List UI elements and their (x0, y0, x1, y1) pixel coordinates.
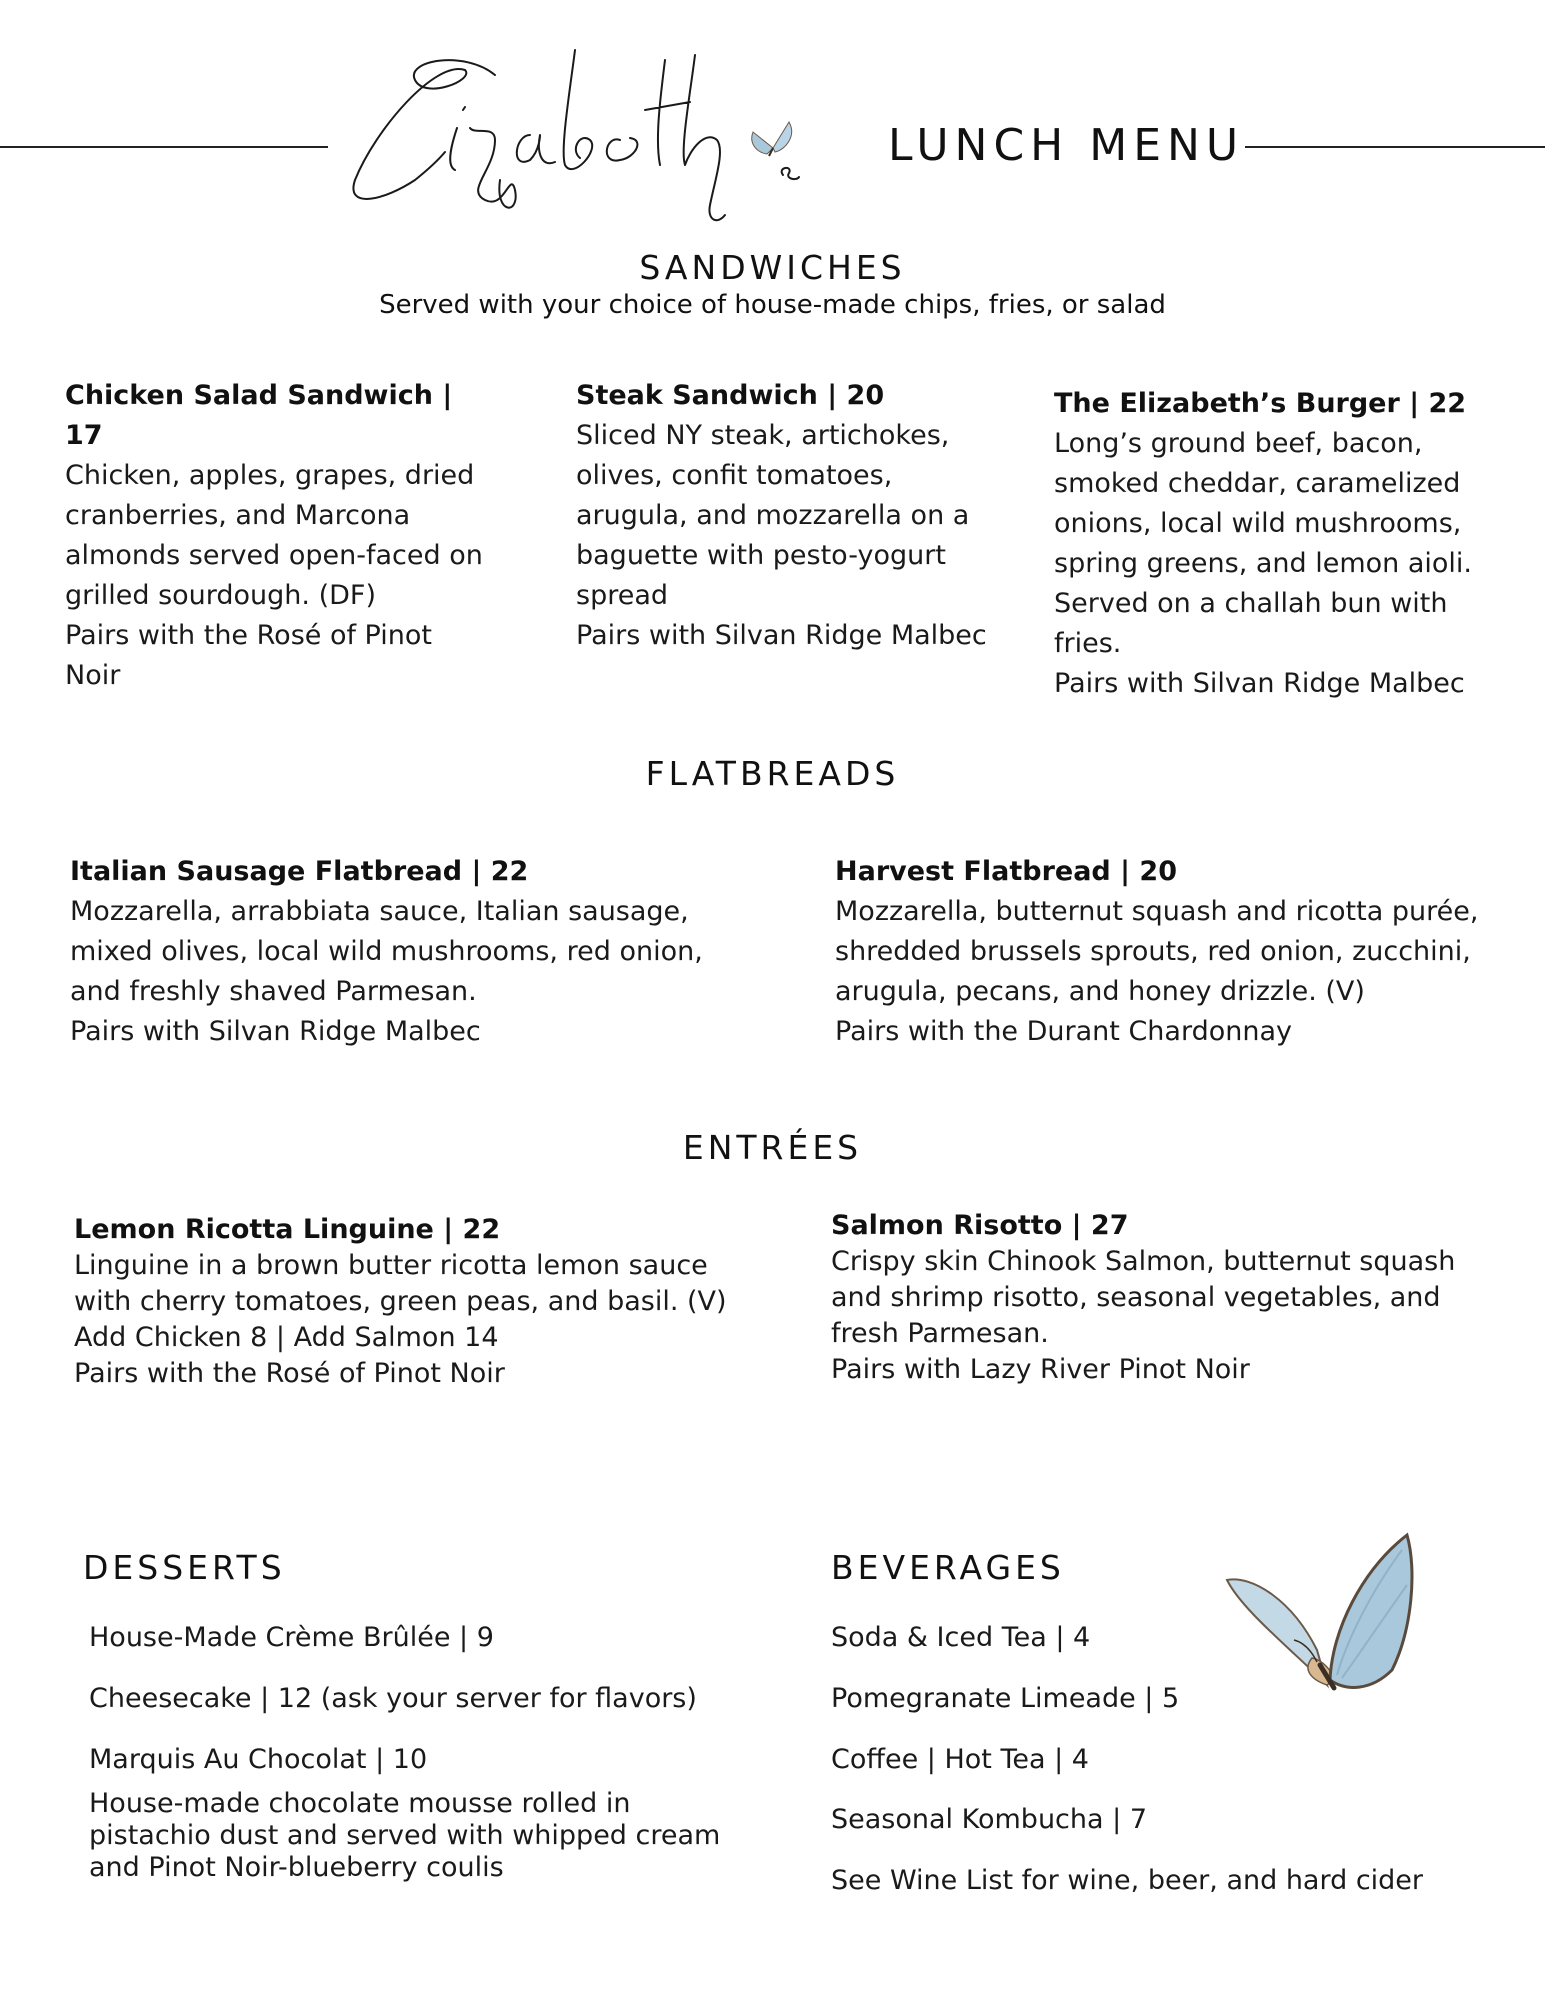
item-pairing: Pairs with Silvan Ridge Malbec (1054, 668, 1465, 699)
item-name: Chicken Salad Sandwich | 17 (65, 380, 453, 451)
item-description: Crispy skin Chinook Salmon, butternut squash and shrimp risotto, seasonal vegetables, and fresh Parmesan. (831, 1246, 1456, 1349)
menu-item-salmon-risotto (831, 1208, 1481, 1388)
item-name: Harvest Flatbread | 20 (835, 856, 1177, 887)
beverage-coffee-hot-tea: Coffee | Hot Tea | 4 (831, 1744, 1089, 1775)
item-pairing: Pairs with Lazy River Pinot Noir (831, 1354, 1250, 1385)
beverage-seasonal-kombucha: Seasonal Kombucha | 7 (831, 1804, 1147, 1835)
page-title: LUNCH MENU (888, 120, 1245, 171)
item-description: Sliced NY steak, artichokes, olives, confit tomatoes, arugula, and mozzarella on a baguette with pesto-yogurt spread (576, 420, 970, 611)
dessert-marquis-au-chocolat: Marquis Au Chocolat | 10 (89, 1744, 428, 1775)
elizabeths-logo (345, 40, 825, 230)
item-name: Lemon Ricotta Linguine | 22 (74, 1214, 501, 1245)
dessert-cheesecake: Cheesecake | 12 (ask your server for flavors) (89, 1683, 697, 1714)
entrees-heading: ENTRÉES (682, 1128, 863, 1167)
beverage-wine-list-note: See Wine List for wine, beer, and hard cider (831, 1865, 1424, 1896)
butterfly-icon (1222, 1530, 1417, 1700)
item-description: Chicken, apples, grapes, dried cranberries, and Marcona almonds served open-faced on grilled sourdough. (DF) (65, 460, 483, 611)
beverage-pomegranate-limeade: Pomegranate Limeade | 5 (831, 1683, 1180, 1714)
sandwiches-subtitle: Served with your choice of house-made chips, fries, or salad (379, 290, 1166, 320)
item-pairing: Pairs with Silvan Ridge Malbec (576, 620, 987, 651)
item-pairing: Pairs with the Rosé of Pinot Noir (65, 620, 432, 691)
sandwiches-heading: SANDWICHES (639, 248, 906, 287)
item-description: Linguine in a brown butter ricotta lemon sauce with cherry tomatoes, green peas, and basil. (V) (74, 1250, 727, 1317)
menu-item-chicken-salad-sandwich (65, 376, 495, 696)
item-pairing: Pairs with the Durant Chardonnay (835, 1016, 1292, 1047)
item-description: Mozzarella, arrabbiata sauce, Italian sausage, mixed olives, local wild mushrooms, red onion, and freshly shaved Parmesan. (70, 896, 703, 1007)
menu-item-lemon-ricotta-linguine (74, 1212, 734, 1392)
dessert-marquis-description: House-made chocolate mousse rolled in pistachio dust and served with whipped cream and Pinot Noir-blueberry coulis (89, 1788, 721, 1883)
flatbreads-heading: FLATBREADS (645, 754, 900, 793)
logo-butterfly-icon (752, 122, 792, 156)
item-pairing: Pairs with the Rosé of Pinot Noir (74, 1358, 505, 1389)
menu-item-italian-sausage-flatbread (70, 852, 710, 1052)
item-name: The Elizabeth’s Burger | 22 (1054, 388, 1467, 419)
menu-item-harvest-flatbread (835, 852, 1485, 1052)
beverages-heading: BEVERAGES (831, 1548, 1065, 1587)
item-description: Mozzarella, butternut squash and ricotta purée, shredded brussels sprouts, red onion, zucchini, arugula, pecans, and honey drizzle. (V) (835, 896, 1479, 1007)
menu-item-steak-sandwich (576, 376, 994, 656)
header-rule-right (1245, 146, 1545, 148)
header-rule-left (0, 146, 328, 148)
item-name: Steak Sandwich | 20 (576, 380, 885, 411)
item-pairing: Pairs with Silvan Ridge Malbec (70, 1016, 481, 1047)
item-name: Italian Sausage Flatbread | 22 (70, 856, 529, 887)
menu-item-elizabeths-burger (1054, 384, 1486, 704)
dessert-creme-brulee: House-Made Crème Brûlée | 9 (89, 1622, 494, 1653)
beverage-soda-iced-tea: Soda & Iced Tea | 4 (831, 1622, 1091, 1653)
item-name: Salmon Risotto | 27 (831, 1210, 1129, 1241)
desserts-heading: DESSERTS (83, 1548, 286, 1587)
item-addons: Add Chicken 8 | Add Salmon 14 (74, 1322, 499, 1353)
item-description: Long’s ground beef, bacon, smoked cheddar, caramelized onions, local wild mushrooms, spring greens, and lemon aioli. Served on a challah bun with fries. (1054, 428, 1473, 659)
